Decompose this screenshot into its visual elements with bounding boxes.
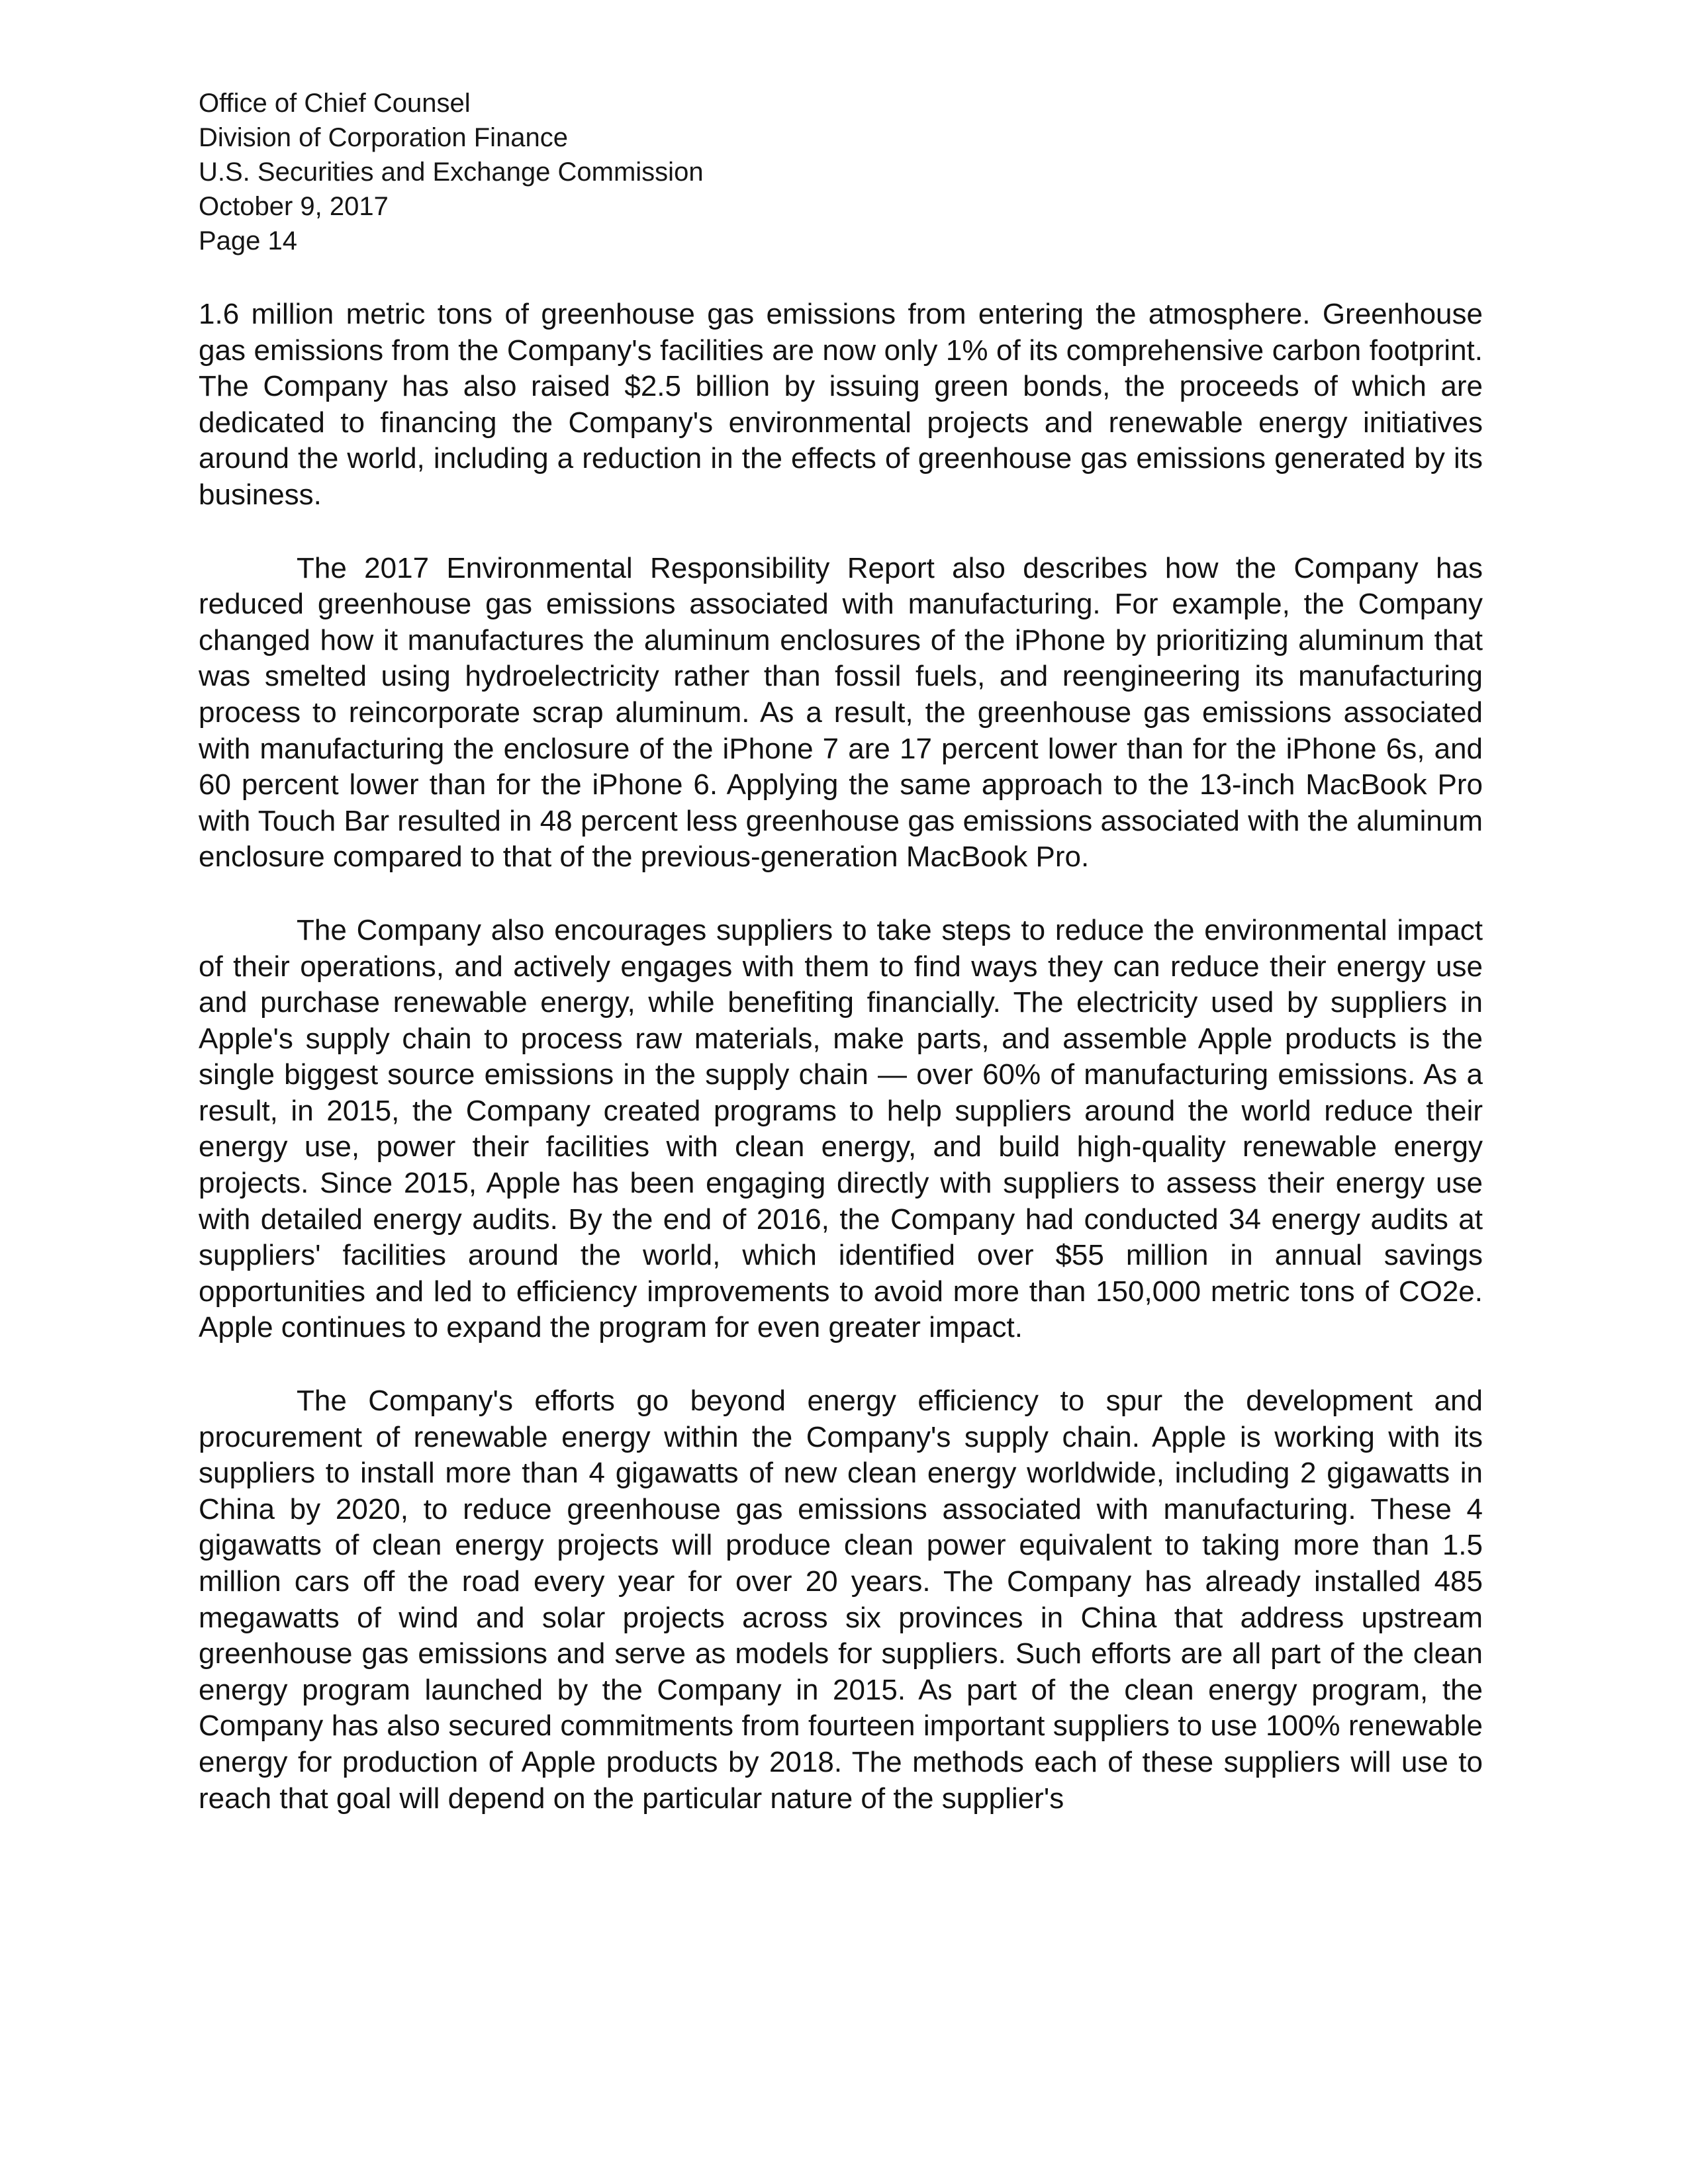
recipient-agency: U.S. Securities and Exchange Commission [199, 158, 704, 187]
letter-body [199, 296, 1483, 1817]
letter-date: October 9, 2017 [199, 192, 389, 221]
recipient-office: Office of Chief Counsel [199, 89, 471, 118]
paragraph-clean-energy-program: The Company's efforts go beyond energy efficiency to spur the development and procurement of renewable energy within the Company's supply chain. Apple is working with its suppliers to install more than 4 gigawatts of new clean energy worldwide, including 2 gigawatts in China by 2020, to reduce greenhouse gas emissions associated with manufacturing. These 4 gigawatts of clean energy projects will produce clean power equivalent to taking more than 1.5 million cars off the road every year for over 20 years. The Company has already installed 485 megawatts of wind and solar projects across six provinces in China that address upstream greenhouse gas emissions and serve as models for suppliers. Such efforts are all part of the clean energy program launched by the Company in 2015. As part of the clean energy program, the Company has also secured commitments from fourteen important suppliers to use 100% renewable energy for production of Apple products by 2018. The methods each of these suppliers will use to reach that goal will depend on the particular nature of the supplier's [199, 1385, 1483, 1815]
paragraph-supplier-energy: The Company also encourages suppliers to take steps to reduce the environmental impact of their operations, and actively engages with them to find ways they can reduce their energy use and purchase renewable energy, while benefiting financially. The electricity used by suppliers in Apple's supply chain to process raw materials, make parts, and assemble Apple products is the single biggest source emissions in the supply chain — over 60% of manufacturing emissions. As a result, in 2015, the Company created programs to help suppliers around the world reduce their energy use, power their facilities with clean energy, and build high-quality renewable energy projects. Since 2015, Apple has been engaging directly with suppliers to assess their energy use with detailed energy audits. By the end of 2016, the Company had conducted 34 energy audits at suppliers' facilities around the world, which identified over $55 million in annual savings opportunities and led to efficiency improvements to avoid more than 150,000 metric tons of CO2e. Apple continues to expand the program for even greater impact. [199, 913, 1483, 1344]
paragraph-continuation: 1.6 million metric tons of greenhouse gas emissions from entering the atmosphere. Greenhouse gas emissions from the Company's facilities are now only 1% of its comprehensive carbon footprint. The Company has also raised $2.5 billion by issuing green bonds, the proceeds of which are dedicated to financing the Company's environmental projects and renewable energy initiatives around the world, including a reduction in the effects of greenhouse gas emissions generated by its business. [199, 298, 1483, 511]
letter-header [199, 86, 1125, 258]
page-number: Page 14 [199, 226, 298, 255]
recipient-division: Division of Corporation Finance [199, 123, 569, 152]
paragraph-manufacturing-emissions: The 2017 Environmental Responsibility Report also describes how the Company has reduced greenhouse gas emissions associated with manufacturing. For example, the Company changed how it manufactures the aluminum enclosures of the iPhone by prioritizing aluminum that was smelted using hydroelectricity rather than fossil fuels, and reengineering its manufacturing process to reincorporate scrap aluminum. As a result, the greenhouse gas emissions associated with manufacturing the enclosure of the iPhone 7 are 17 percent lower than for the iPhone 6s, and 60 percent lower than for the iPhone 6. Applying the same approach to the 13-inch MacBook Pro with Touch Bar resulted in 48 percent less greenhouse gas emissions associated with the aluminum enclosure compared to that of the previous-generation MacBook Pro. [199, 551, 1483, 874]
